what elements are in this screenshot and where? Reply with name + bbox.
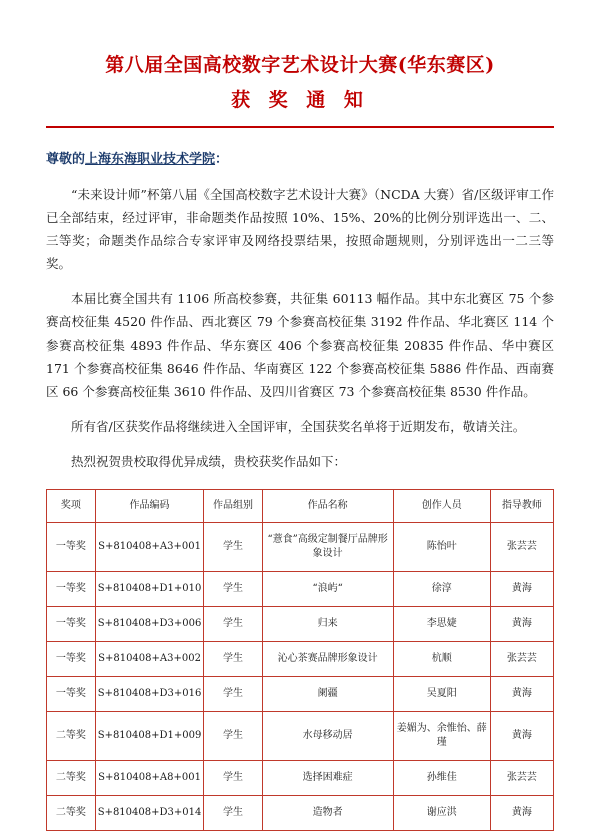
table-row [47, 796, 554, 831]
cell-code: S+810408+D1+010 [95, 572, 204, 607]
table-row [47, 642, 554, 677]
cell-name: 水母移动居 [262, 712, 393, 761]
cell-prize: 二等奖 [47, 712, 96, 761]
salutation [46, 150, 554, 171]
cell-tutor: 黄海 [490, 572, 553, 607]
table-row [47, 712, 554, 761]
paragraph-2: 本届比赛全国共有 1106 所高校参赛，共征集 60113 幅作品。其中东北赛区 75 个参赛高校征集 4520 件作品、西北赛区 79 个参赛高校征集 3192 件作品、华北赛区 114 个参赛高校征集 4893 件作品、华东赛区 406 个参赛高校征集 20835 件作品、华中赛区 171 个参赛高校征集 8646 件作品、华南赛区 122 个参赛高校征集 5886 件作品、西南赛区 66 个参赛高校征集 3610 件作品、及四川省赛区 73 个参赛高校征集 8530 件作品。 [46, 291, 554, 399]
cell-group: 学生 [204, 642, 262, 677]
cell-group: 学生 [204, 677, 262, 712]
table-row [47, 607, 554, 642]
cell-code: S+810408+D1+009 [95, 712, 204, 761]
cell-group: 学生 [204, 607, 262, 642]
cell-tutor: 黄海 [490, 712, 553, 761]
cell-author: 杭顺 [393, 642, 490, 677]
cell-prize: 一等奖 [47, 607, 96, 642]
cell-author: 谢应洪 [393, 796, 490, 831]
award-table [46, 489, 554, 831]
cell-code: S+810408+A8+001 [95, 761, 204, 796]
cell-author: 李思婕 [393, 607, 490, 642]
cell-name: 造物者 [262, 796, 393, 831]
cell-tutor: 黄海 [490, 677, 553, 712]
cell-author: 吴夏阳 [393, 677, 490, 712]
salutation-suffix: ： [215, 152, 229, 168]
cell-prize: 一等奖 [47, 572, 96, 607]
cell-code: S+810408+A3+002 [95, 642, 204, 677]
cell-name: 选择困难症 [262, 761, 393, 796]
cell-code: S+810408+D3+014 [95, 796, 204, 831]
table-row [47, 523, 554, 572]
cell-author: 姜媚为、余惟怡、薛瑾 [393, 712, 490, 761]
cell-prize: 二等奖 [47, 796, 96, 831]
page-subtitle: 获 奖 通 知 [231, 88, 369, 111]
cell-author: 孙维佳 [393, 761, 490, 796]
cell-group: 学生 [204, 712, 262, 761]
cell-prize: 一等奖 [47, 677, 96, 712]
column-header-author: 创作人员 [393, 490, 490, 523]
cell-author: 徐淳 [393, 572, 490, 607]
table-body [47, 523, 554, 831]
cell-group: 学生 [204, 523, 262, 572]
table-row [47, 572, 554, 607]
cell-tutor: 黄海 [490, 607, 553, 642]
cell-name: “薏食”高级定制餐厅品牌形象设计 [262, 523, 393, 572]
cell-prize: 一等奖 [47, 523, 96, 572]
cell-group: 学生 [204, 572, 262, 607]
paragraph-1: “未来设计师”杯第八届《全国高校数字艺术设计大赛》（NCDA 大赛）省/区级评审工作已全部结束，经过评审，非命题类作品按照 10%、15%、20%的比例分别评选出一、二、三等奖；命题类作品综合专家评审及网络投票结果，按照命题规则，分别评选出一二三等奖。 [46, 186, 554, 272]
salutation-prefix: 尊敬的 [46, 152, 86, 168]
cell-name: 阑疆 [262, 677, 393, 712]
cell-prize: 二等奖 [47, 761, 96, 796]
cell-group: 学生 [204, 761, 262, 796]
cell-code: S+810408+D3+006 [95, 607, 204, 642]
column-header-code: 作品编码 [95, 490, 204, 523]
cell-name: 沁心茶赛品牌形象设计 [262, 642, 393, 677]
cell-name: 归来 [262, 607, 393, 642]
column-header-prize: 奖项 [47, 490, 96, 523]
table-row [47, 761, 554, 796]
cell-prize: 一等奖 [47, 642, 96, 677]
table-header [47, 490, 554, 523]
paragraph-4: 热烈祝贺贵校取得优异成绩，贵校获奖作品如下： [71, 454, 347, 470]
table-header-row [47, 490, 554, 523]
cell-author: 陈怡叶 [393, 523, 490, 572]
cell-group: 学生 [204, 796, 262, 831]
cell-name: “浪屿“ [262, 572, 393, 607]
title-divider [46, 126, 554, 128]
salutation-organization: 上海东海职业技术学院 [85, 152, 216, 168]
cell-code: S+810408+D3+016 [95, 677, 204, 712]
cell-tutor: 张芸芸 [490, 523, 553, 572]
page-title: 第八届全国高校数字艺术设计大赛(华东赛区) [105, 54, 495, 76]
table-row [47, 677, 554, 712]
column-header-tutor: 指导教师 [490, 490, 553, 523]
column-header-name: 作品名称 [262, 490, 393, 523]
cell-tutor: 张芸芸 [490, 761, 553, 796]
paragraph-3: 所有省/区获奖作品将继续进入全国评审，全国获奖名单将于近期发布，敬请关注。 [71, 418, 526, 434]
column-header-group: 作品组别 [204, 490, 262, 523]
cell-tutor: 黄海 [490, 796, 553, 831]
cell-code: S+810408+A3+001 [95, 523, 204, 572]
cell-tutor: 张芸芸 [490, 642, 553, 677]
